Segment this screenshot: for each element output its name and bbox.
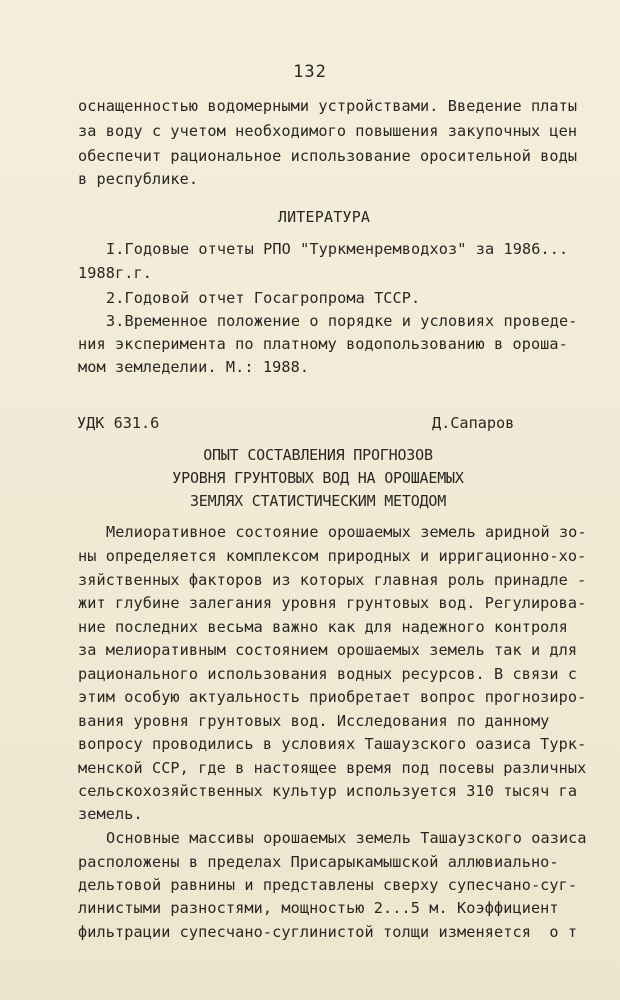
article-title-line: ОПЫТ СОСТАВЛЕНИЯ ПРОГНОЗОВ <box>203 446 433 464</box>
body-line: ны определяется комплексом природных и ирригационно-хо- <box>78 547 587 565</box>
body-line: линистыми разностями, мощностью 2...5 м. Коэффициент <box>78 899 559 917</box>
reference-line: I.Годовые отчеты РПО "Туркменремводхоз" за 1986... <box>106 240 569 258</box>
body-line: рационального использования водных ресурсов. В связи с <box>78 665 578 683</box>
reference-line: 1988г.г. <box>78 264 152 282</box>
reference-line: ния эксперимента по платному водопользованию в ороша- <box>78 335 568 353</box>
intro-line: обеспечит рациональное использование оросительной воды <box>78 147 578 165</box>
udk-code: УДК 631.6 <box>77 414 160 432</box>
body-line: фильтрации супесчано-суглинистой толщи изменяется о т <box>78 923 578 941</box>
page-number: 132 <box>293 62 327 82</box>
article-title-line: УРОВНЯ ГРУНТОВЫХ ВОД НА ОРОШАЕМЫХ <box>172 469 464 487</box>
body-line: земель. <box>78 805 143 823</box>
author-name: Д.Сапаров <box>432 414 515 432</box>
intro-line: в республике. <box>78 170 199 188</box>
body-line: зяйственных факторов из которых главная роль принадле - <box>78 571 587 589</box>
reference-line: 2.Годовой отчет Госагропрома ТССР. <box>106 289 421 307</box>
body-line: этим особую актуальность приобретает вопрос прогнозиро- <box>78 688 587 706</box>
reference-line: 3.Временное положение о порядке и условиях проведе- <box>106 312 578 330</box>
body-line: вания уровня грунтовых вод. Исследования по данному <box>78 712 550 730</box>
body-line: жит глубине залегания уровня грунтовых вод. Регулирова- <box>78 594 587 612</box>
body-line: сельскохозяйственных культур используется 310 тысяч га <box>78 782 578 800</box>
references-heading: ЛИТЕРАТУРА <box>277 208 371 226</box>
body-line: расположены в пределах Присарыкамышской аллювиально- <box>78 853 559 871</box>
body-line: Основные массивы орошаемых земель Ташаузского оазиса <box>106 829 587 847</box>
body-line: за мелиоративным состоянием орошаемых земель так и для <box>78 641 578 659</box>
body-line: дельтовой равнины и представлены сверху супесчано-суг- <box>78 876 578 894</box>
reference-line: мом земледелии. М.: 1988. <box>78 358 310 376</box>
article-title-line: ЗЕМЛЯХ СТАТИСТИЧЕСКИМ МЕТОДОМ <box>189 492 447 510</box>
intro-line: оснащенностью водомерными устройствами. Введение платы <box>78 97 578 115</box>
body-line: вопросу проводились в условиях Ташаузского оазиса Турк- <box>78 735 587 753</box>
body-line: ние последних весьма важно как для надежного контроля <box>78 618 568 636</box>
body-line: Мелиоративное состояние орошаемых земель аридной зо- <box>106 523 587 541</box>
intro-line: за воду с учетом необходимого повышения закупочных цен <box>78 122 578 140</box>
body-line: менской ССР, где в настоящее время под посевы различных <box>78 759 587 777</box>
